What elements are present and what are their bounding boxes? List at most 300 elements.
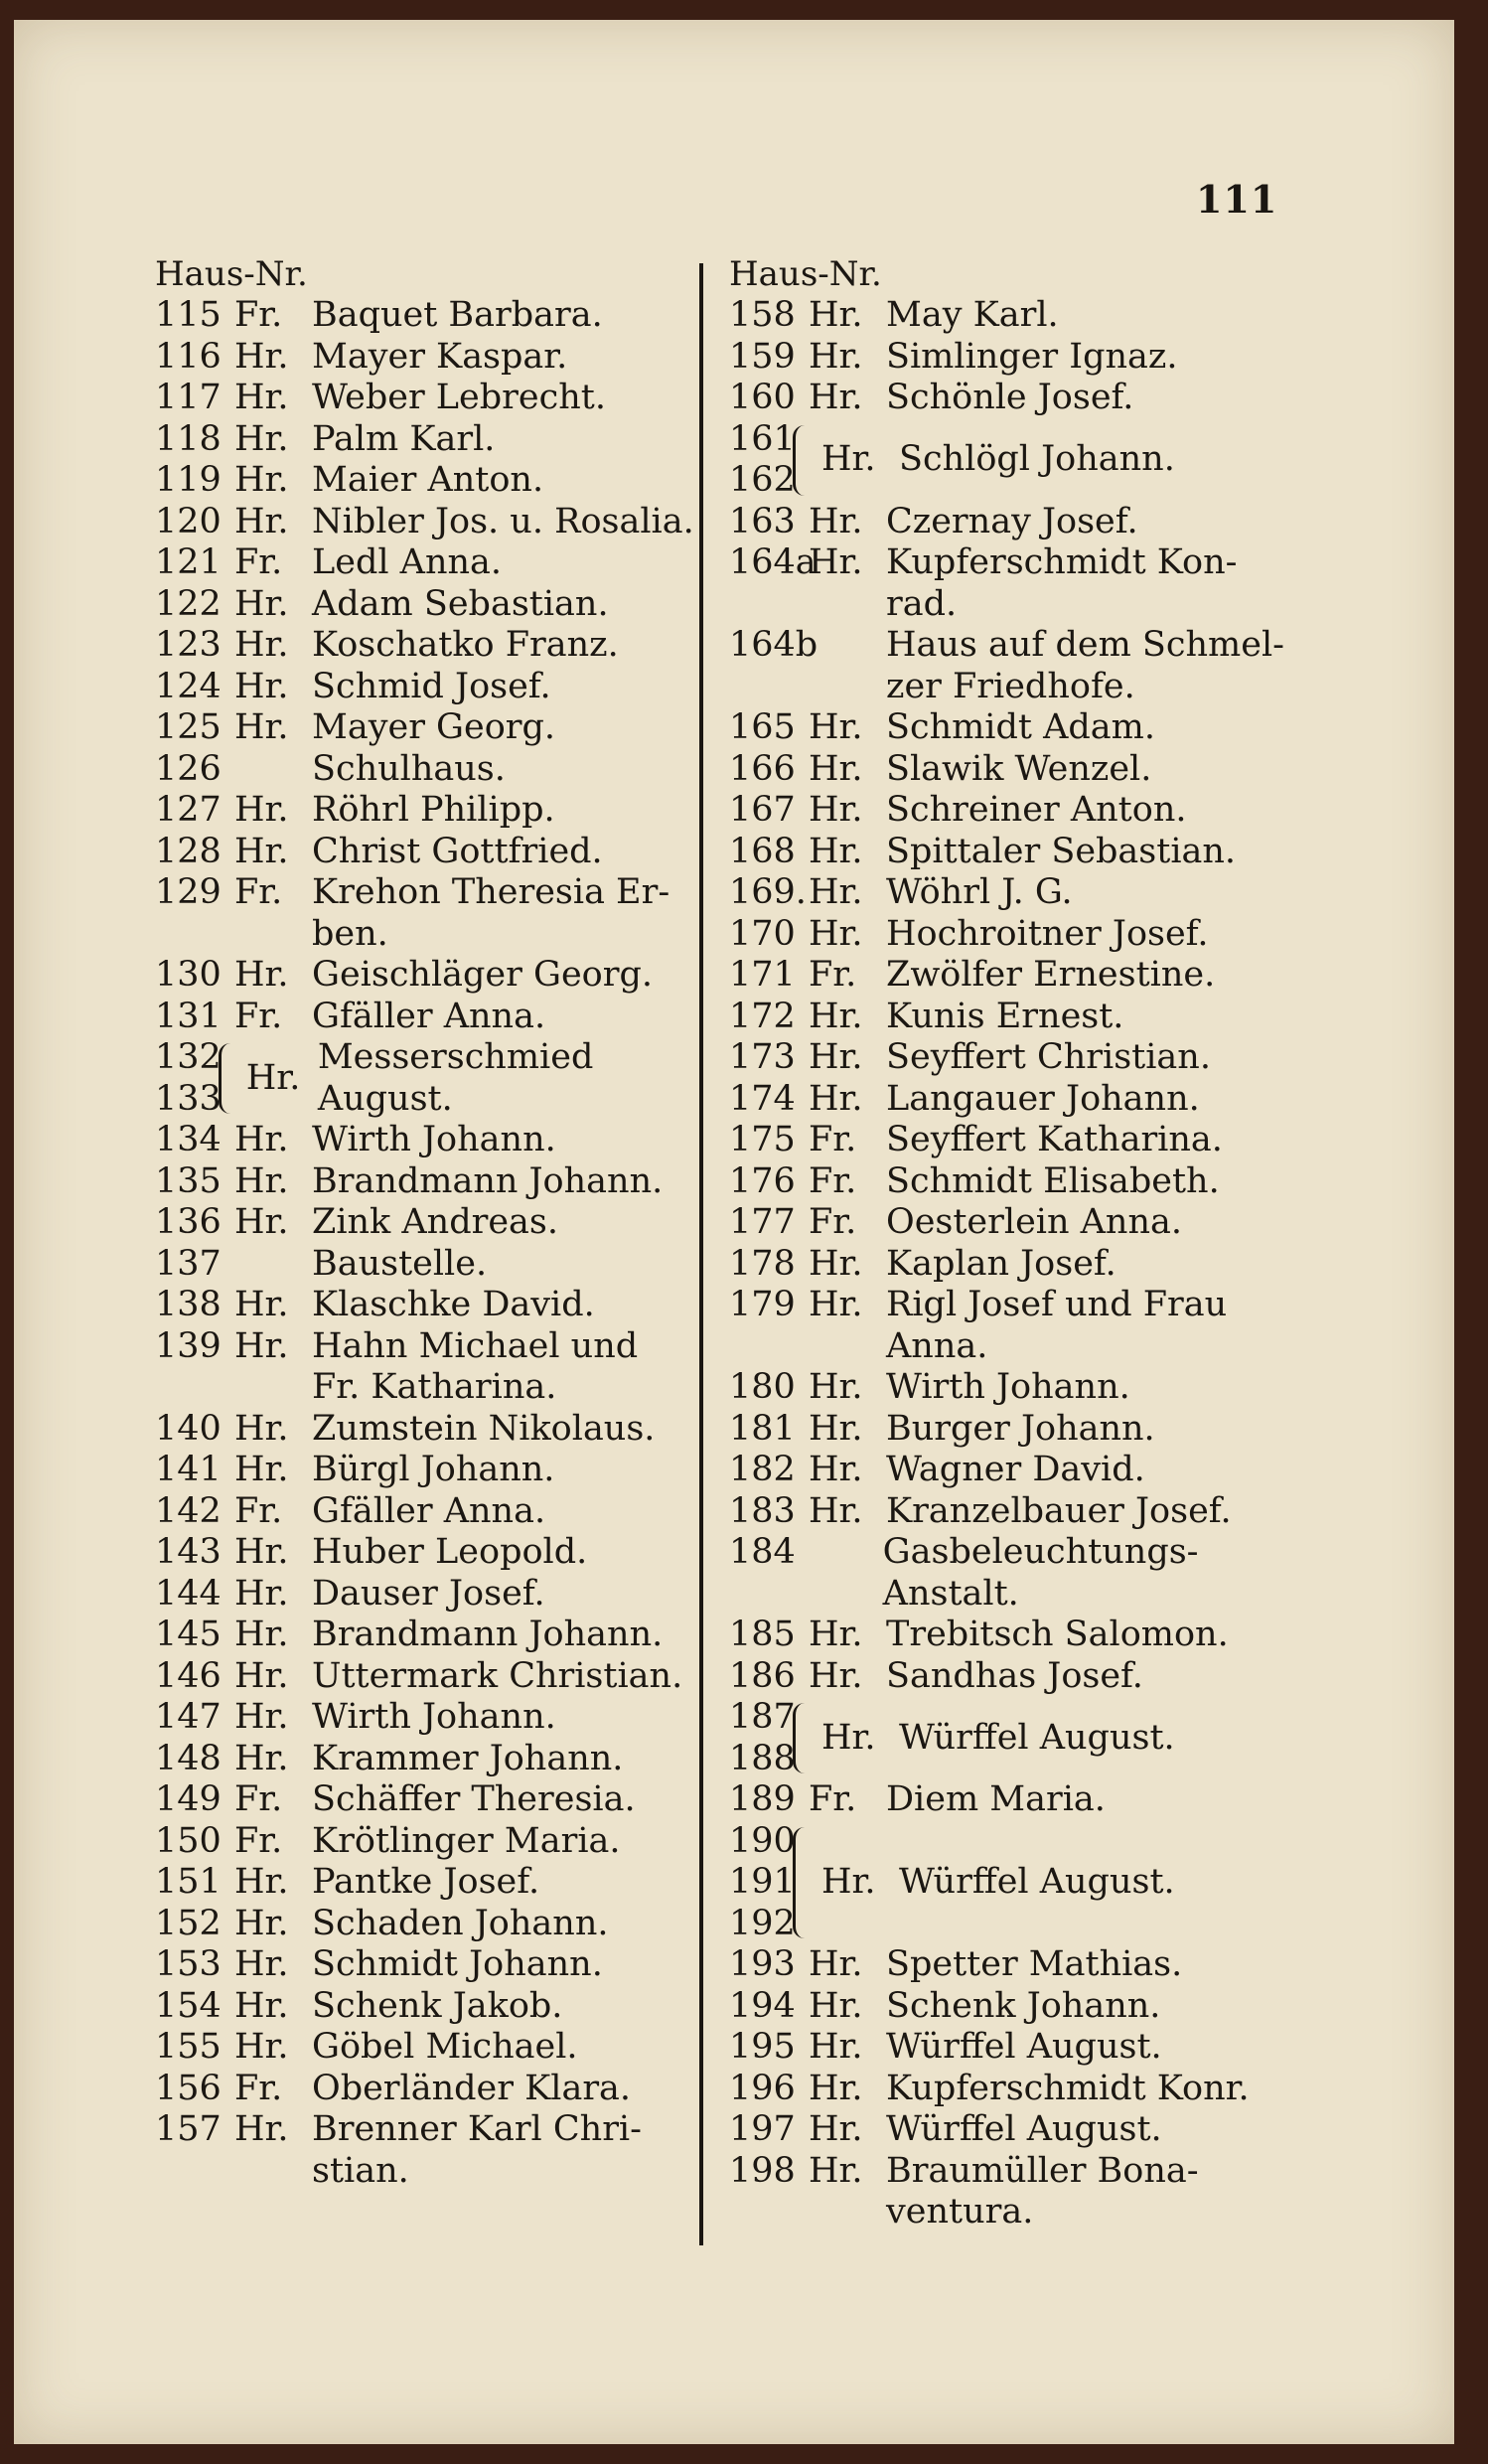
resident-name-text: Gfäller Anna. [312, 996, 546, 1036]
title-abbrev: Hr. [234, 1944, 289, 1984]
title-abbrev: Hr. [809, 1615, 863, 1654]
title-abbrev: Hr. [234, 501, 289, 541]
resident-name-text: Simlinger Ignaz. [886, 336, 1178, 377]
house-number: 158 [729, 295, 796, 335]
house-number: 155 [155, 2027, 222, 2067]
directory-entry [155, 1986, 707, 2028]
title-abbrev: Fr. [809, 1779, 857, 1819]
title-abbrev: Hr. [234, 2109, 289, 2149]
house-number: 139 [155, 1325, 222, 1366]
resident-name [312, 419, 495, 461]
house-number: 170 [729, 913, 796, 954]
resident-name-text: Röhrl Philipp. [312, 790, 555, 830]
resident-name-text: Schenk Jakob. [312, 1985, 563, 2026]
house-number: 121 [155, 542, 222, 582]
grouped-entry [729, 419, 1325, 502]
title-abbrev: Fr. [234, 1820, 283, 1861]
directory-entry [155, 1326, 707, 1409]
house-number: 149 [155, 1779, 222, 1819]
title-abbrev: Hr. [234, 625, 289, 665]
resident-name [312, 872, 670, 955]
resident-name [886, 1120, 1223, 1161]
resident-name-text: Koschatko Franz. [312, 625, 619, 665]
resident-name [886, 1779, 1106, 1821]
house-number: 172 [729, 996, 796, 1036]
resident-name [886, 295, 1059, 337]
resident-name-text: Mayer Kaspar. [312, 336, 568, 377]
house-number: 130 [155, 955, 222, 995]
directory-entry [155, 2027, 707, 2069]
directory-entry [729, 1202, 1325, 1244]
directory-entry [155, 997, 707, 1038]
resident-name [312, 2109, 642, 2192]
title-abbrev: Hr. [245, 1057, 301, 1098]
resident-name-text: Schmidt Elisabeth. [886, 1160, 1220, 1201]
resident-name [312, 460, 543, 502]
resident-name-continuation: ventura. [886, 2192, 1034, 2232]
resident-name [886, 1491, 1232, 1533]
resident-name-text: Rigl Josef und Frau [886, 1285, 1228, 1324]
directory-entry [729, 955, 1325, 997]
house-number: 174 [729, 1078, 796, 1119]
house-number: 192 [729, 1903, 796, 1943]
directory-entry [729, 2027, 1325, 2069]
house-number: 151 [155, 1862, 222, 1902]
directory-entry [155, 832, 707, 873]
directory-entry [729, 872, 1325, 914]
house-number: 198 [729, 2150, 796, 2191]
directory-entry [155, 1944, 707, 1986]
resident-name [312, 584, 609, 626]
resident-name [886, 955, 1215, 997]
resident-name [886, 749, 1151, 791]
directory-entry [155, 1862, 707, 1904]
resident-name-text: Hochroitner Josef. [886, 913, 1209, 954]
resident-name-text: Brandmann Johann. [312, 1615, 664, 1654]
resident-name-text: Kupferschmidt Kon- [886, 542, 1238, 582]
directory-entry [729, 1944, 1325, 1986]
directory-entry [729, 502, 1325, 543]
directory-entry [155, 1574, 707, 1616]
house-number: 145 [155, 1615, 222, 1654]
house-number: 141 [155, 1450, 222, 1489]
resident-name-continuation: stian. [312, 2150, 409, 2191]
resident-name [312, 1244, 487, 1286]
resident-name [312, 1532, 587, 1574]
resident-name-text: Oberländer Klara. [312, 2068, 632, 2108]
house-number: 137 [155, 1243, 222, 1284]
title-abbrev: Hr. [809, 790, 863, 830]
directory-entry [729, 378, 1325, 419]
directory-entry [155, 1656, 707, 1698]
title-abbrev: Hr. [809, 378, 863, 417]
resident-name [886, 1367, 1130, 1409]
directory-entry [155, 542, 707, 584]
directory-entry [729, 1656, 1325, 1698]
resident-name [886, 914, 1209, 956]
house-number: 154 [155, 1985, 222, 2026]
right-column [729, 253, 1325, 2233]
house-number: 129 [155, 872, 222, 912]
house-number: 133 [155, 1078, 222, 1119]
resident-name [886, 1409, 1155, 1451]
left-entries-2 [155, 1120, 707, 2192]
house-number: 177 [729, 1202, 796, 1242]
directory-entry [729, 337, 1325, 379]
title-abbrev: Hr. [234, 1160, 289, 1201]
directory-entry [155, 2069, 707, 2110]
resident-name [886, 1244, 1116, 1286]
resident-name [886, 832, 1236, 873]
title-abbrev: Hr. [234, 1325, 289, 1366]
house-number: 186 [729, 1655, 796, 1696]
resident-name-text: Mayer Georg. [312, 707, 556, 747]
house-number: 195 [729, 2027, 796, 2067]
house-number: 140 [155, 1408, 222, 1449]
resident-name [312, 1326, 638, 1409]
directory-entry [155, 955, 707, 997]
title-abbrev: Hr. [821, 1717, 876, 1758]
resident-name-text: Krehon Theresia Er- [312, 872, 670, 912]
directory-entry [729, 1491, 1325, 1533]
resident-name [886, 378, 1133, 419]
resident-name [312, 502, 694, 543]
house-number: 131 [155, 996, 222, 1036]
title-abbrev: Hr. [234, 1738, 289, 1778]
resident-name [886, 1202, 1182, 1244]
resident-name-text: Schmidt Johann. [312, 1944, 603, 1984]
title-abbrev: Fr. [234, 996, 283, 1036]
house-number: 178 [729, 1243, 796, 1284]
resident-name-text: Spetter Mathias. [886, 1944, 1183, 1984]
house-number: 144 [155, 1573, 222, 1614]
resident-name-text: Göbel Michael. [312, 2027, 578, 2067]
house-number: 132 [155, 1037, 222, 1077]
title-abbrev: Hr. [809, 1985, 863, 2026]
directory-entry [155, 625, 707, 667]
resident-name-text: Langauer Johann. [886, 1078, 1200, 1119]
directory-entry [155, 707, 707, 749]
resident-name-text: Haus auf dem Schmel- [886, 625, 1284, 665]
title-abbrev: Fr. [809, 955, 857, 995]
directory-entry [729, 1037, 1325, 1079]
resident-name-text: Würffel August. [886, 2027, 1162, 2067]
resident-name [312, 1120, 556, 1161]
resident-name-text: Wöhrl J. G. [886, 872, 1073, 912]
title-abbrev: Hr. [809, 872, 863, 912]
left-group-132-133 [155, 1037, 707, 1120]
title-abbrev: Hr. [234, 1120, 289, 1159]
resident-name-text: Schäffer Theresia. [312, 1779, 636, 1819]
title-abbrev: Hr. [809, 1408, 863, 1449]
directory-entry [729, 914, 1325, 956]
resident-name-text: Sandhas Josef. [886, 1655, 1143, 1696]
house-number: 161 [729, 418, 796, 459]
resident-name-text: Nibler Jos. u. Rosalia. [312, 501, 694, 541]
right-group-161-162 [729, 419, 1325, 502]
resident-name [312, 1285, 595, 1326]
house-number: 146 [155, 1655, 222, 1696]
title-abbrev: Hr. [234, 1985, 289, 2026]
resident-name-text: Würffel August. [886, 2109, 1162, 2149]
directory-entry [155, 1904, 707, 1945]
title-abbrev: Hr. [809, 913, 863, 954]
resident-name-text: Adam Sebastian. [312, 583, 609, 624]
resident-name-text: Trebitsch Salomon. [886, 1615, 1229, 1654]
house-number: 176 [729, 1160, 796, 1201]
resident-name-text: Bürgl Johann. [312, 1450, 555, 1489]
resident-name [312, 1409, 655, 1451]
house-number: 184 [729, 1532, 796, 1572]
curly-brace [219, 1043, 236, 1114]
house-number: 162 [729, 460, 796, 500]
resident-name [312, 1904, 609, 1945]
resident-name-text: Zumstein Nikolaus. [312, 1408, 656, 1449]
directory-entry [729, 997, 1325, 1038]
resident-name [886, 997, 1123, 1038]
title-abbrev: Hr. [234, 1655, 289, 1696]
directory-entry [729, 1120, 1325, 1161]
resident-name [883, 1532, 1325, 1615]
resident-name-text: Baustelle. [312, 1243, 488, 1284]
directory-entry [155, 584, 707, 626]
house-number: 168 [729, 831, 796, 871]
resident-name [312, 1821, 621, 1863]
resident-name [886, 542, 1237, 625]
directory-entry [155, 1615, 707, 1656]
house-number: 163 [729, 501, 796, 541]
resident-name-text: Schulhaus. [312, 748, 506, 789]
house-number: 189 [729, 1779, 796, 1819]
resident-name [312, 337, 567, 379]
house-number: 194 [729, 1985, 796, 2026]
title-abbrev: Fr. [234, 872, 283, 912]
title-abbrev: Hr. [234, 2027, 289, 2067]
title-abbrev: Hr. [234, 955, 289, 995]
directory-entry [729, 1367, 1325, 1409]
house-number: 128 [155, 831, 222, 871]
title-abbrev: Hr. [809, 707, 863, 747]
house-number: 150 [155, 1820, 222, 1861]
house-number: 175 [729, 1120, 796, 1159]
house-number: 180 [729, 1367, 796, 1407]
resident-name [312, 1944, 603, 1986]
resident-name-text: Christ Gottfried. [312, 831, 603, 871]
resident-name [312, 542, 502, 584]
book-page [14, 20, 1454, 2444]
title-abbrev: Fr. [234, 1779, 283, 1819]
resident-name [312, 707, 555, 749]
directory-entry [729, 1285, 1325, 1367]
house-number: 193 [729, 1944, 796, 1984]
resident-name [312, 1450, 554, 1491]
resident-name [886, 707, 1155, 749]
title-abbrev: Hr. [821, 439, 876, 480]
house-number: 117 [155, 378, 222, 417]
directory-entry [155, 790, 707, 832]
directory-entry [729, 749, 1325, 791]
resident-name [312, 1779, 636, 1821]
resident-name-text: Schönle Josef. [886, 378, 1134, 417]
directory-entry [155, 460, 707, 502]
grouped-house-numbers [155, 1037, 222, 1120]
directory-entry [155, 337, 707, 379]
curly-brace [793, 1703, 812, 1773]
resident-name-text: Braumüller Bona- [886, 2150, 1199, 2191]
house-number: 142 [155, 1490, 222, 1531]
resident-name-continuation: zer Friedhofe. [886, 666, 1135, 706]
resident-name-text: Uttermark Christian. [312, 1655, 683, 1696]
right-entries-3 [729, 1779, 1325, 1821]
directory-entry [729, 2109, 1325, 2151]
grouped-entry [729, 1697, 1325, 1779]
resident-name-text: Schmidt Adam. [886, 707, 1155, 747]
title-abbrev: Fr. [809, 1120, 857, 1159]
page-number: 111 [1196, 177, 1278, 222]
resident-name [886, 1450, 1145, 1491]
house-number: 159 [729, 336, 796, 377]
house-number: 167 [729, 790, 796, 830]
title-abbrev: Hr. [234, 790, 289, 830]
resident-name-text: Czernay Josef. [886, 501, 1138, 541]
grouped-house-numbers [729, 1697, 796, 1779]
resident-name: Würffel August. [899, 1862, 1175, 1902]
house-number: 171 [729, 955, 796, 995]
house-number: 135 [155, 1160, 222, 1201]
resident-name-text: Wagner David. [886, 1450, 1145, 1489]
house-number: 152 [155, 1903, 222, 1943]
title-abbrev: Hr. [809, 501, 863, 541]
resident-name-text: Wirth Johann. [886, 1367, 1130, 1407]
house-number: 190 [729, 1820, 796, 1861]
right-group-190-192 [729, 1821, 1325, 1945]
column-divider [699, 263, 703, 2245]
directory-entry [729, 625, 1325, 707]
house-number: 123 [155, 625, 222, 665]
title-abbrev: Hr. [234, 1408, 289, 1449]
resident-name [312, 667, 551, 708]
left-column-header: Haus-Nr. [155, 254, 308, 294]
title-abbrev: Hr. [234, 1202, 289, 1242]
resident-name-text: Brandmann Johann. [312, 1160, 664, 1201]
resident-name-text: Maier Anton. [312, 460, 544, 500]
title-abbrev: Hr. [821, 1862, 876, 1902]
title-abbrev: Fr. [234, 1490, 283, 1531]
resident-name [886, 2027, 1162, 2069]
resident-name-text: Seyffert Christian. [886, 1037, 1211, 1077]
resident-name [312, 625, 619, 667]
grouped-entry [155, 1037, 707, 1120]
house-number: 182 [729, 1450, 796, 1489]
title-abbrev: Hr. [234, 1450, 289, 1489]
title-abbrev: Hr. [234, 1615, 289, 1654]
directory-entry [729, 1161, 1325, 1203]
directory-entry [155, 1409, 707, 1451]
resident-name-text: Hahn Michael und [312, 1325, 639, 1366]
resident-name-text: Zink Andreas. [312, 1202, 559, 1242]
grouped-house-numbers [729, 1820, 796, 1945]
resident-name-text: Schreiner Anton. [886, 790, 1187, 830]
directory-entry [155, 1532, 707, 1574]
resident-name [886, 1986, 1160, 2028]
house-number: 148 [155, 1738, 222, 1778]
resident-name-text: Kaplan Josef. [886, 1243, 1116, 1284]
resident-name-text: Gasbeleuchtungs-Anstalt. [882, 1532, 1199, 1614]
title-abbrev: Hr. [234, 1573, 289, 1614]
house-number: 164b [729, 625, 818, 665]
resident-name-text: Burger Johann. [886, 1408, 1155, 1449]
resident-name-continuation: Anna. [886, 1325, 988, 1366]
house-number: 125 [155, 707, 222, 747]
house-number: 147 [155, 1697, 222, 1737]
title-abbrev: Hr. [809, 1655, 863, 1696]
resident-name-text: Klaschke David. [312, 1285, 595, 1324]
resident-name [886, 790, 1187, 832]
directory-entry [155, 419, 707, 461]
directory-entry [729, 832, 1325, 873]
title-abbrev: Fr. [234, 542, 283, 582]
directory-entry [155, 1244, 707, 1286]
resident-name-text: Kranzelbauer Josef. [886, 1490, 1232, 1531]
resident-name [312, 378, 606, 419]
resident-name-text: Ledl Anna. [312, 542, 503, 582]
resident-name-text: Kupferschmidt Konr. [886, 2068, 1250, 2108]
resident-name-text: Kunis Ernest. [886, 996, 1124, 1036]
grouped-house-numbers [729, 418, 796, 502]
resident-name [886, 1161, 1220, 1203]
house-number: 164a [729, 542, 817, 582]
directory-entry [155, 667, 707, 708]
house-number: 165 [729, 707, 796, 747]
resident-name-text: Gfäller Anna. [312, 1490, 546, 1531]
resident-name [886, 337, 1177, 379]
directory-entry [155, 1120, 707, 1161]
title-abbrev: Hr. [809, 1490, 863, 1531]
resident-name-continuation: ben. [312, 913, 388, 954]
title-abbrev: Hr. [809, 2027, 863, 2067]
curly-brace [793, 1827, 812, 1939]
house-number: 156 [155, 2068, 222, 2108]
resident-name [312, 790, 555, 832]
right-entries-4 [729, 1944, 1325, 2233]
directory-entry [155, 1285, 707, 1326]
title-abbrev: Hr. [234, 418, 289, 459]
resident-name-text: Krammer Johann. [312, 1738, 624, 1778]
directory-entry [729, 542, 1325, 625]
resident-name-text: Pantke Josef. [312, 1862, 540, 1902]
title-abbrev: Hr. [809, 2068, 863, 2108]
title-abbrev: Hr. [809, 1450, 863, 1489]
directory-entry [729, 1986, 1325, 2028]
resident-name-text: Baquet Barbara. [312, 295, 603, 335]
directory-entry [729, 1079, 1325, 1121]
resident-name [312, 749, 506, 791]
resident-name-continuation: Fr. Katharina. [312, 1367, 557, 1407]
resident-name [312, 1697, 556, 1739]
directory-entry [729, 2069, 1325, 2110]
title-abbrev: Hr. [809, 336, 863, 377]
resident-name [312, 2069, 631, 2110]
right-group-187-188 [729, 1697, 1325, 1779]
resident-name-text: Schenk Johann. [886, 1985, 1161, 2026]
directory-entry [729, 1450, 1325, 1491]
title-abbrev: Hr. [809, 748, 863, 789]
resident-name [312, 2027, 578, 2069]
house-number: 160 [729, 378, 796, 417]
house-number: 173 [729, 1037, 796, 1077]
resident-name-text: Spittaler Sebastian. [886, 831, 1237, 871]
resident-name-text: Wirth Johann. [312, 1697, 556, 1737]
